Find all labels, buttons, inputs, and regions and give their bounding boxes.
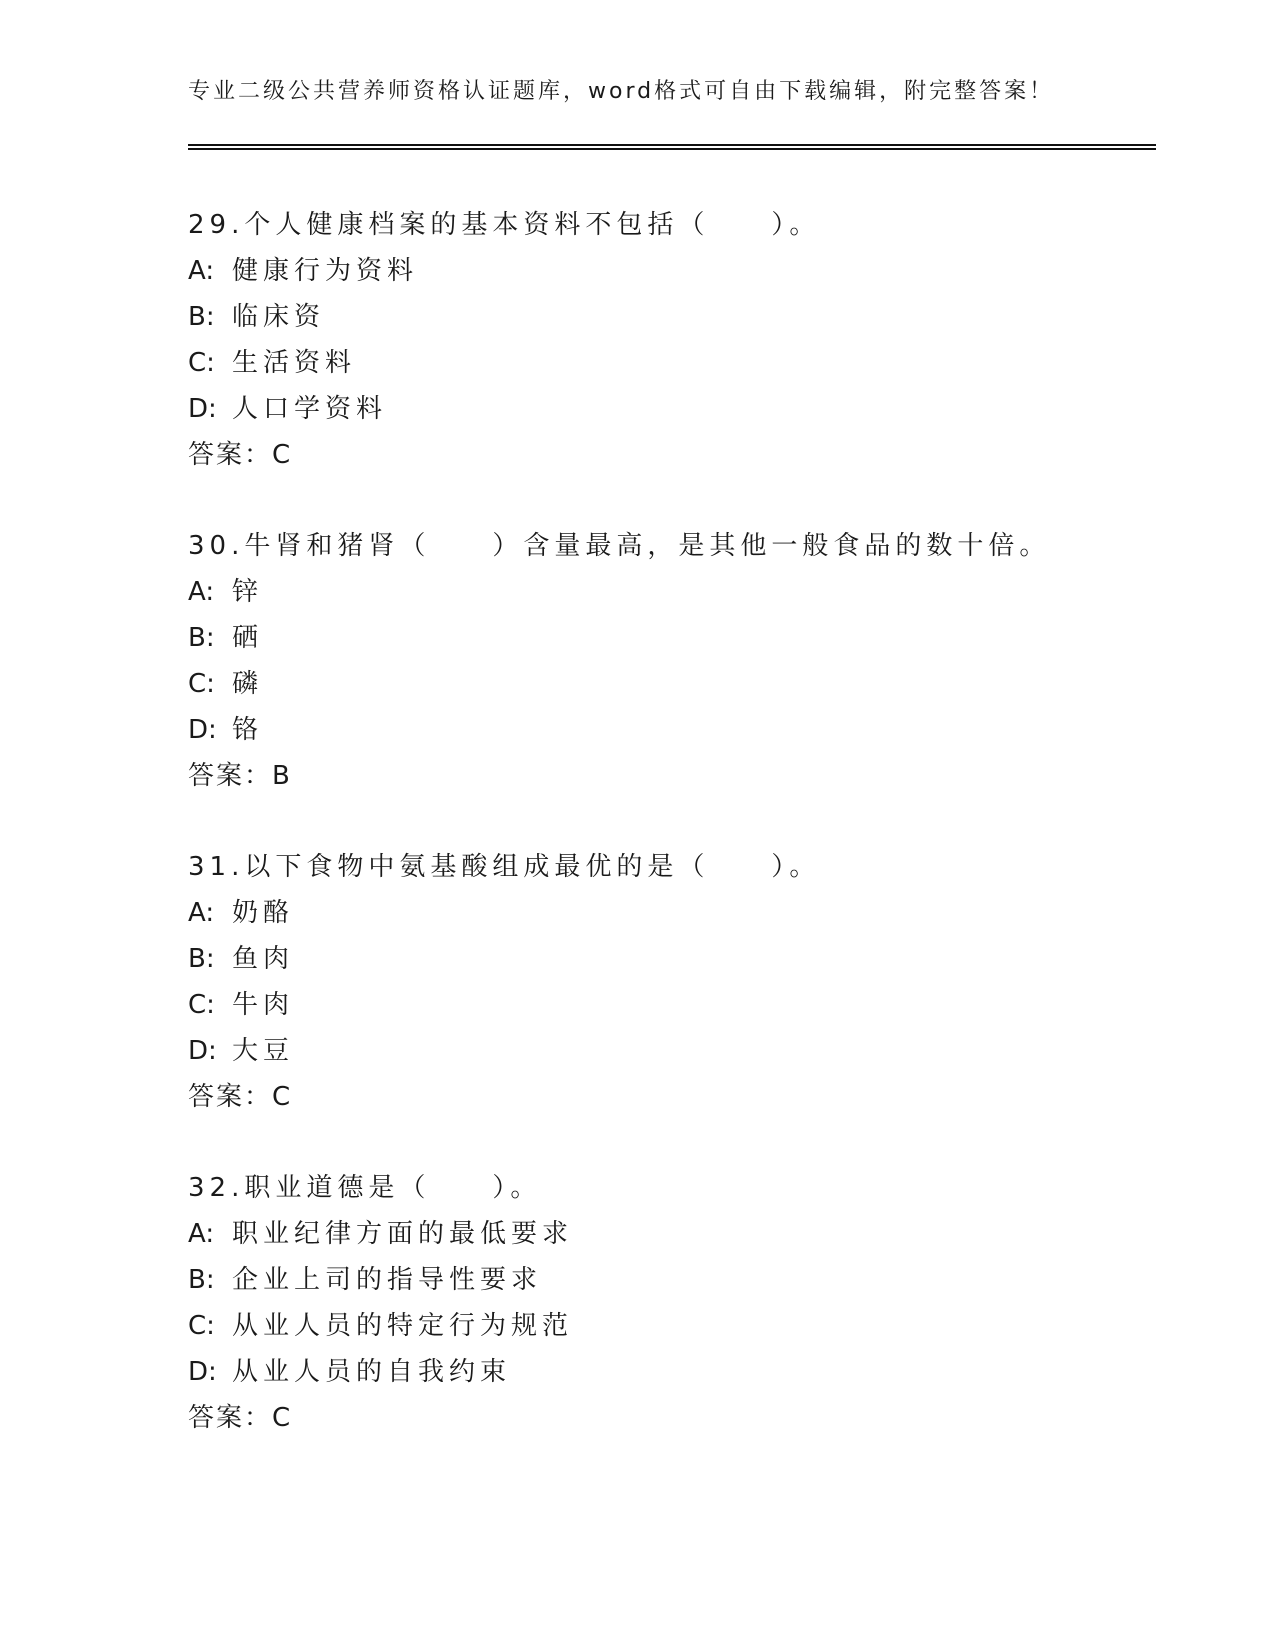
- option-text: 企业上司的指导性要求: [232, 1265, 543, 1295]
- option-text: 磷: [232, 669, 264, 699]
- option-d: [188, 1349, 1148, 1395]
- page-header: 专业二级公共营养师资格认证题库，word格式可自由下载编辑，附完整答案！: [188, 79, 1055, 104]
- option-letter: C:: [188, 990, 215, 1020]
- option-c: [188, 340, 1148, 386]
- option-d: [188, 386, 1148, 432]
- option-letter: A:: [188, 898, 215, 928]
- answer-line: [188, 1074, 1148, 1120]
- option-letter: A:: [188, 577, 215, 607]
- answer-value: C: [272, 1082, 296, 1112]
- option-letter: B:: [188, 623, 215, 653]
- option-letter: D:: [188, 394, 217, 424]
- option-text: 临床资: [232, 302, 326, 332]
- question-stem: 31.以下食物中氨基酸组成最优的是（ ）。: [188, 852, 821, 882]
- option-a: [188, 569, 1148, 615]
- question-stem: 29.个人健康档案的基本资料不包括（ ）。: [188, 210, 821, 240]
- option-c: [188, 661, 1148, 707]
- question-list: [188, 202, 1148, 1486]
- option-text: 职业纪律方面的最低要求: [232, 1219, 574, 1249]
- option-text: 牛肉: [232, 990, 295, 1020]
- option-text: 人口学资料: [232, 394, 388, 424]
- header-double-rule: [188, 144, 1156, 150]
- option-letter: C:: [188, 348, 215, 378]
- option-b: [188, 294, 1148, 340]
- question-31: [188, 844, 1148, 1120]
- option-c: [188, 1303, 1148, 1349]
- option-letter: C:: [188, 669, 215, 699]
- option-a: [188, 248, 1148, 294]
- question-stem: 30.牛肾和猪肾（ ）含量最高，是其他一般食品的数十倍。: [188, 531, 1051, 561]
- answer-label: 答案：: [188, 1403, 273, 1433]
- option-letter: A:: [188, 256, 215, 286]
- option-text: 鱼肉: [232, 944, 295, 974]
- answer-label: 答案：: [188, 761, 273, 791]
- option-text: 锌: [232, 577, 264, 607]
- option-text: 从业人员的特定行为规范: [232, 1311, 574, 1341]
- option-text: 从业人员的自我约束: [232, 1357, 512, 1387]
- option-d: [188, 1028, 1148, 1074]
- option-letter: A:: [188, 1219, 215, 1249]
- question-32: [188, 1165, 1148, 1441]
- option-letter: B:: [188, 944, 215, 974]
- answer-value: C: [272, 440, 296, 470]
- option-b: [188, 936, 1148, 982]
- answer-value: B: [272, 761, 295, 791]
- answer-line: [188, 1395, 1148, 1441]
- option-c: [188, 982, 1148, 1028]
- option-text: 硒: [232, 623, 264, 653]
- option-d: [188, 707, 1148, 753]
- option-letter: B:: [188, 302, 215, 332]
- option-b: [188, 1257, 1148, 1303]
- option-letter: D:: [188, 715, 217, 745]
- option-letter: C:: [188, 1311, 215, 1341]
- option-letter: D:: [188, 1036, 217, 1066]
- answer-line: [188, 432, 1148, 478]
- question-29: [188, 202, 1148, 478]
- option-b: [188, 615, 1148, 661]
- option-text: 奶酪: [232, 898, 295, 928]
- question-30: [188, 523, 1148, 799]
- answer-value: C: [272, 1403, 296, 1433]
- option-a: [188, 890, 1148, 936]
- option-a: [188, 1211, 1148, 1257]
- question-stem: 32.职业道德是（ ）。: [188, 1173, 542, 1203]
- option-text: 铬: [232, 715, 264, 745]
- option-text: 大豆: [232, 1036, 295, 1066]
- option-text: 健康行为资料: [232, 256, 419, 286]
- option-text: 生活资料: [232, 348, 357, 378]
- option-letter: B:: [188, 1265, 215, 1295]
- answer-line: [188, 753, 1148, 799]
- answer-label: 答案：: [188, 1082, 273, 1112]
- answer-label: 答案：: [188, 440, 273, 470]
- option-letter: D:: [188, 1357, 217, 1387]
